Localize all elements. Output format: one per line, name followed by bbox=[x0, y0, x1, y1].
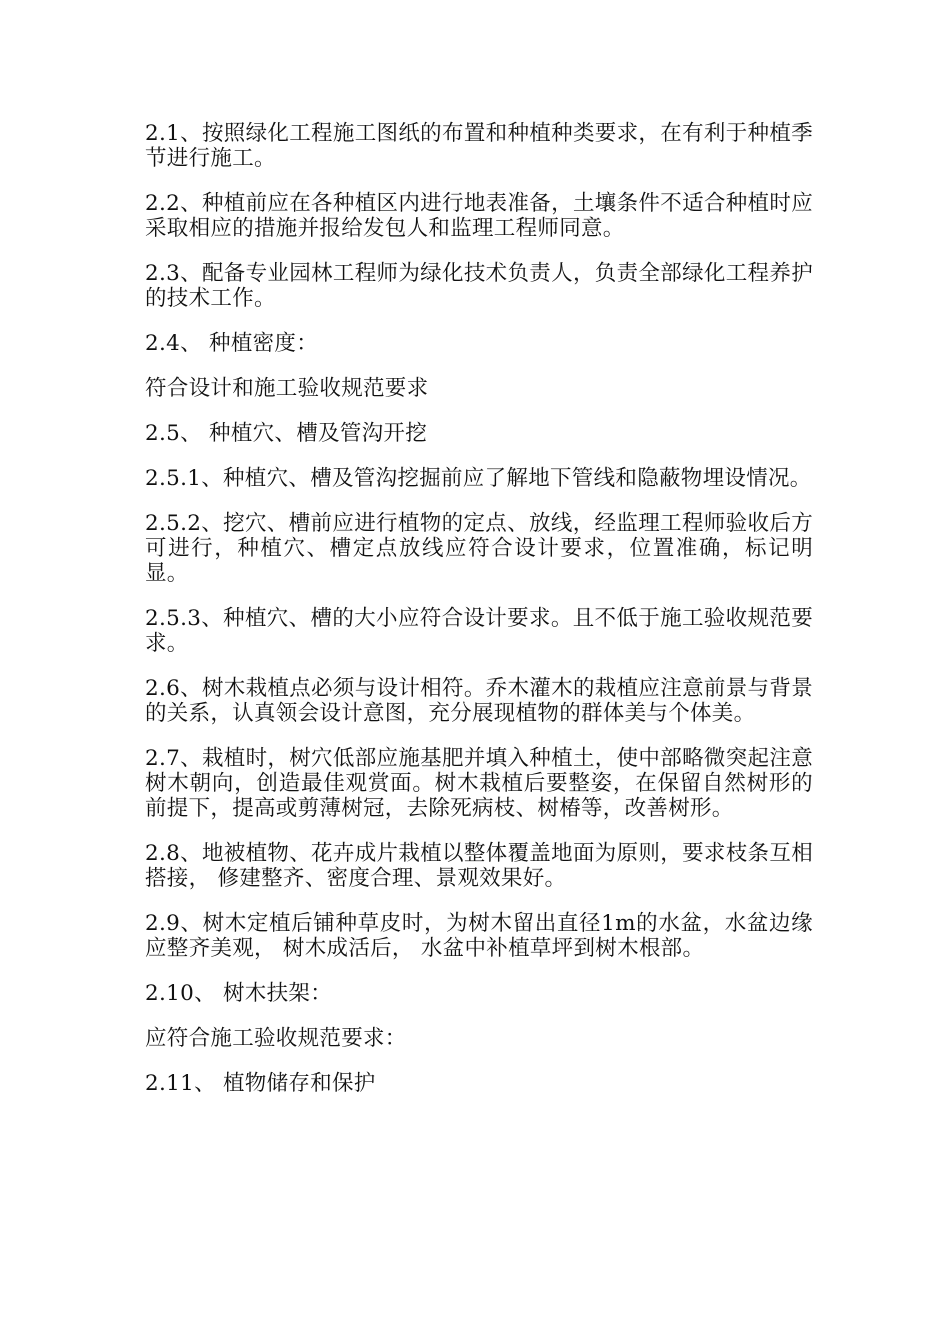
paragraph-2-5-3: 2.5.3、种植穴、槽的大小应符合设计要求。且不低于施工验收规范要求。 bbox=[145, 606, 813, 656]
heading-2-4: 2.4、 种植密度： bbox=[145, 331, 319, 356]
paragraph-2-8: 2.8、地被植物、花卉成片栽植以整体覆盖地面为原则，要求枝条互相搭接， 修建整齐、密度合理、景观效果好。 bbox=[145, 841, 813, 891]
paragraph-2-2: 2.2、种植前应在各种植区内进行地表准备，土壤条件不适合种植时应采取相应的措施并报给发包人和监理工程师同意。 bbox=[145, 191, 813, 241]
heading-2-11: 2.11、 植物储存和保护 bbox=[145, 1071, 376, 1096]
paragraph-2-4-body: 符合设计和施工验收规范要求 bbox=[145, 376, 429, 401]
paragraph-2-3: 2.3、配备专业园林工程师为绿化技术负责人，负责全部绿化工程养护的技术工作。 bbox=[145, 261, 813, 311]
paragraph-2-5-2: 2.5.2、挖穴、槽前应进行植物的定点、放线，经监理工程师验收后方可进行，种植穴、槽定点放线应符合设计要求，位置准确，标记明显。 bbox=[145, 511, 813, 586]
heading-2-5: 2.5、 种植穴、槽及管沟开挖 bbox=[145, 421, 428, 446]
paragraph-2-6: 2.6、树木栽植点必须与设计相符。乔木灌木的栽植应注意前景与背景的关系，认真领会设计意图，充分展现植物的群体美与个体美。 bbox=[145, 676, 813, 726]
heading-2-10: 2.10、 树木扶架： bbox=[145, 981, 333, 1006]
document-body bbox=[145, 121, 813, 1116]
paragraph-2-5-1: 2.5.1、种植穴、槽及管沟挖掘前应了解地下管线和隐蔽物埋设情况。 bbox=[145, 466, 812, 491]
paragraph-2-7: 2.7、栽植时，树穴低部应施基肥并填入种植土，使中部略微突起注意树木朝向，创造最佳观赏面。树木栽植后要整姿，在保留自然树形的前提下，提高或剪薄树冠，去除死病枝、树椿等，改善树形。 bbox=[145, 746, 813, 821]
paragraph-2-1: 2.1、按照绿化工程施工图纸的布置和种植种类要求，在有利于种植季节进行施工。 bbox=[145, 121, 813, 171]
paragraph-2-10-body: 应符合施工验收规范要求： bbox=[145, 1026, 407, 1051]
paragraph-2-9: 2.9、树木定植后铺种草皮时，为树木留出直径1m的水盆，水盆边缘应整齐美观， 树木成活后， 水盆中补植草坪到树木根部。 bbox=[145, 911, 813, 961]
